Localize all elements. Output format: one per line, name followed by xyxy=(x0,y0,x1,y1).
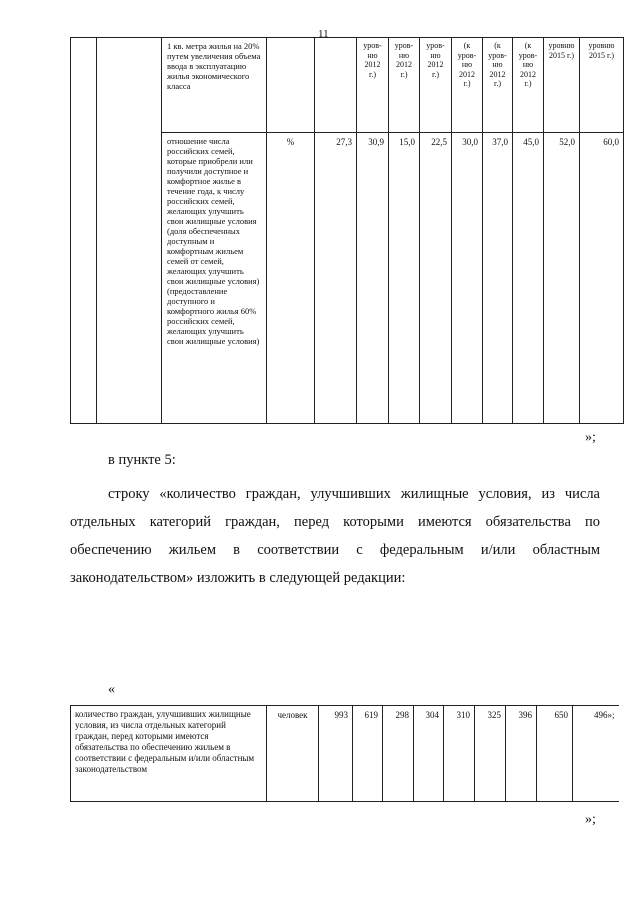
level-text: уров- ню 2012 г.) xyxy=(426,41,445,79)
level-text: (к уров- ню 2012 г.) xyxy=(488,41,507,88)
level-cell xyxy=(357,38,389,133)
level-cell xyxy=(483,38,513,133)
value-cell: 496»; xyxy=(573,706,619,802)
level-cell xyxy=(544,38,580,133)
indicators-table-bottom xyxy=(70,705,619,802)
unit-cell: человек xyxy=(267,706,319,802)
table-cell xyxy=(267,38,315,133)
level-text: (к уров- ню 2012 г.) xyxy=(457,41,477,88)
indicator-description: 1 кв. метра жилья на 20% путем увеличения объема ввода в эксплуатацию жилья экономического класса xyxy=(162,38,267,133)
level-cell xyxy=(420,38,452,133)
value-cell: 310 xyxy=(444,706,475,802)
value-cell: 45,0 xyxy=(513,133,544,424)
value-cell: 650 xyxy=(537,706,573,802)
value-cell: 396 xyxy=(506,706,537,802)
table-cell xyxy=(71,38,97,424)
level-text: уров- ню 2012 г.) xyxy=(363,41,382,79)
value-cell: 298 xyxy=(383,706,414,802)
value-cell: 619 xyxy=(353,706,383,802)
value-cell: 30,9 xyxy=(357,133,389,424)
page-number: 11 xyxy=(318,28,329,40)
indicator-description: отношение числа российских семей, которые приобрели или получили доступное и комфортное жилье в течение года, к числу российских семей, желающих улучшить свои жилищные условия (доля обеспеченных доступным и комфортным жильем семей от семей, желающих улучшить свои жилищные условия) (предоставление доступного и комфортного жилья 60% российских семей, желающих улучшить свои жилищные условия) xyxy=(162,133,267,424)
indicators-table-top xyxy=(70,37,624,424)
level-cell xyxy=(389,38,420,133)
level-cell xyxy=(452,38,483,133)
level-text: уров- ню 2012 г.) xyxy=(394,41,414,79)
level-text: уровню 2015 г.) xyxy=(588,41,615,60)
closing-quote: »; xyxy=(585,812,596,827)
closing-quote: »; xyxy=(585,430,596,445)
value-cell: 30,0 xyxy=(452,133,483,424)
table-row xyxy=(71,706,619,802)
table-row xyxy=(71,38,624,133)
value-cell: 993 xyxy=(319,706,353,802)
level-cell xyxy=(580,38,624,133)
level-text: уровню 2015 г.) xyxy=(548,41,575,60)
table-cell xyxy=(97,38,162,424)
value-cell: 304 xyxy=(414,706,444,802)
opening-quote: « xyxy=(108,682,115,697)
unit-cell: % xyxy=(267,133,315,424)
level-cell xyxy=(513,38,544,133)
level-text: (к уров- ню 2012 г.) xyxy=(518,41,538,88)
value-cell: 325 xyxy=(475,706,506,802)
body-paragraph: строку «количество граждан, улучшивших жилищные условия, из числа отдельных категорий граждан, перед которыми имеются обязательства по обеспечению жильем в соответствии с федеральным и/или областным законодательством» изложить в следующей редакции: xyxy=(70,486,600,586)
value-cell: 27,3 xyxy=(315,133,357,424)
value-cell: 52,0 xyxy=(544,133,580,424)
table-cell xyxy=(315,38,357,133)
section-heading: в пункте 5: xyxy=(108,452,176,468)
value-cell: 15,0 xyxy=(389,133,420,424)
value-cell: 22,5 xyxy=(420,133,452,424)
value-cell: 37,0 xyxy=(483,133,513,424)
indicator-description: количество граждан, улучшивших жилищные условия, из числа отдельных категорий граждан, перед которыми имеются обязательства по обеспечению жильем в соответствии с федеральным и/или областным законодательством xyxy=(71,706,267,802)
value-cell: 60,0 xyxy=(580,133,624,424)
